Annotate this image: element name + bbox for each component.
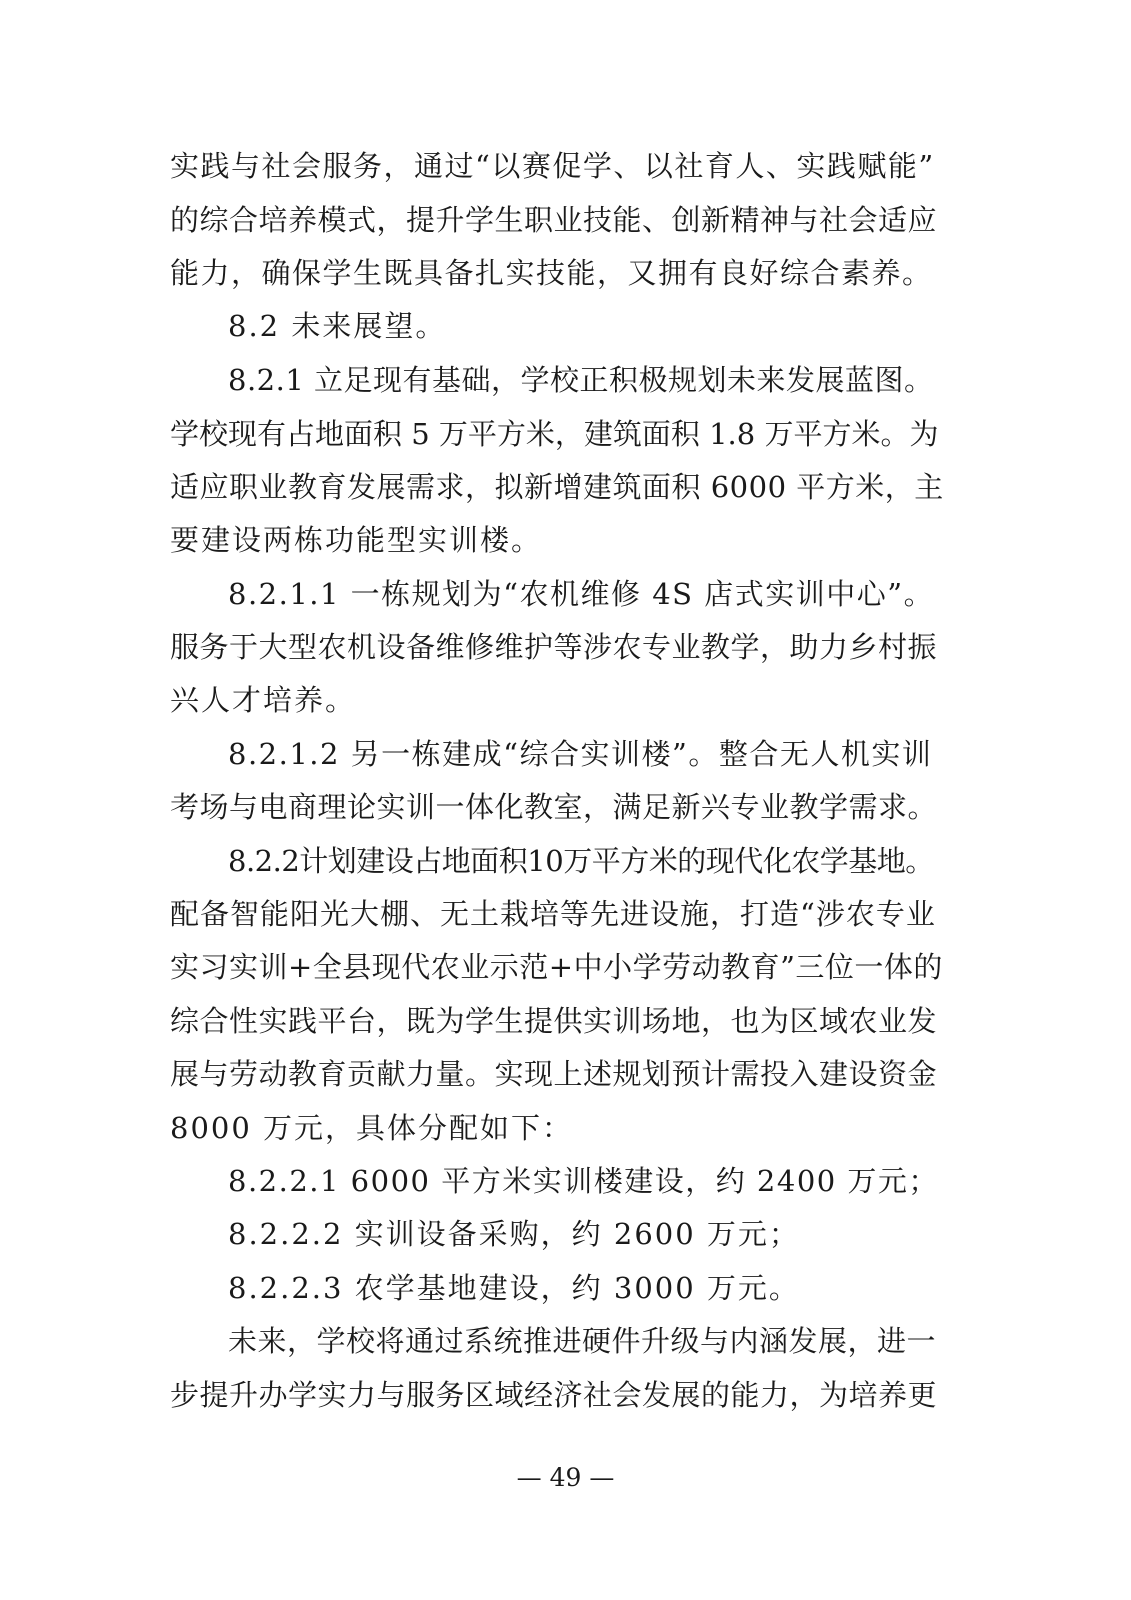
body-text-line: 展与劳动教育贡献力量。实现上述规划预计需投入建设资金	[170, 1057, 938, 1091]
body-text-line: 实习实训+全县现代农业示范+中小学劳动教育”三位一体的	[170, 950, 943, 984]
body-text-line: 8.2.2.2 实训设备采购，约 2600 万元；	[228, 1217, 800, 1251]
body-text-line: 服务于大型农机设备维修维护等涉农专业教学，助力乡村振	[170, 630, 938, 664]
body-text-line: 实践与社会服务，通过“以赛促学、以社育人、实践赋能”	[170, 149, 935, 183]
body-text-line: 8.2.1.2 另一栋建成“综合实训楼”。整合无人机实训	[228, 737, 933, 771]
body-text-line: 综合性实践平台，既为学生提供实训场地，也为区域农业发	[170, 1004, 938, 1038]
body-text-line: 配备智能阳光大棚、无土栽培等先进设施，打造“涉农专业	[170, 897, 936, 931]
page-number: — 49 —	[516, 1463, 615, 1492]
body-text-line: 未来，学校将通过系统推进硬件升级与内涵发展，进一	[228, 1324, 937, 1358]
body-text-line: 的综合培养模式，提升学生职业技能、创新精神与社会适应	[170, 203, 938, 237]
section-heading: 8.2 未来展望。	[228, 309, 447, 343]
body-text-line: 适应职业教育发展需求，拟新增建筑面积 6000 平方米，主	[170, 470, 944, 504]
body-text-line: 8000 万元，具体分配如下：	[170, 1111, 574, 1145]
body-text-line: 要建设两栋功能型实训楼。	[170, 523, 543, 557]
body-text-line: 8.2.1.1 一栋规划为“农机维修 4S 店式实训中心”。	[228, 577, 935, 611]
body-text-line: 步提升办学实力与服务区域经济社会发展的能力，为培养更	[170, 1378, 938, 1412]
body-text-line: 8.2.2计划建设占地面积10万平方米的现代化农学基地。	[228, 844, 934, 878]
body-text-line: 学校现有占地面积 5 万平方米，建筑面积 1.8 万平方米。为	[170, 417, 939, 451]
body-text-line: 兴人才培养。	[170, 683, 357, 717]
body-text-line: 8.2.1 立足现有基础，学校正积极规划未来发展蓝图。	[228, 363, 934, 397]
body-text-line: 能力，确保学生既具备扎实技能，又拥有良好综合素养。	[170, 256, 933, 290]
body-text-line: 8.2.2.3 农学基地建设，约 3000 万元。	[228, 1271, 800, 1305]
body-text-line: 考场与电商理论实训一体化教室，满足新兴专业教学需求。	[170, 790, 938, 824]
body-text-line: 8.2.2.1 6000 平方米实训楼建设，约 2400 万元；	[228, 1164, 939, 1198]
